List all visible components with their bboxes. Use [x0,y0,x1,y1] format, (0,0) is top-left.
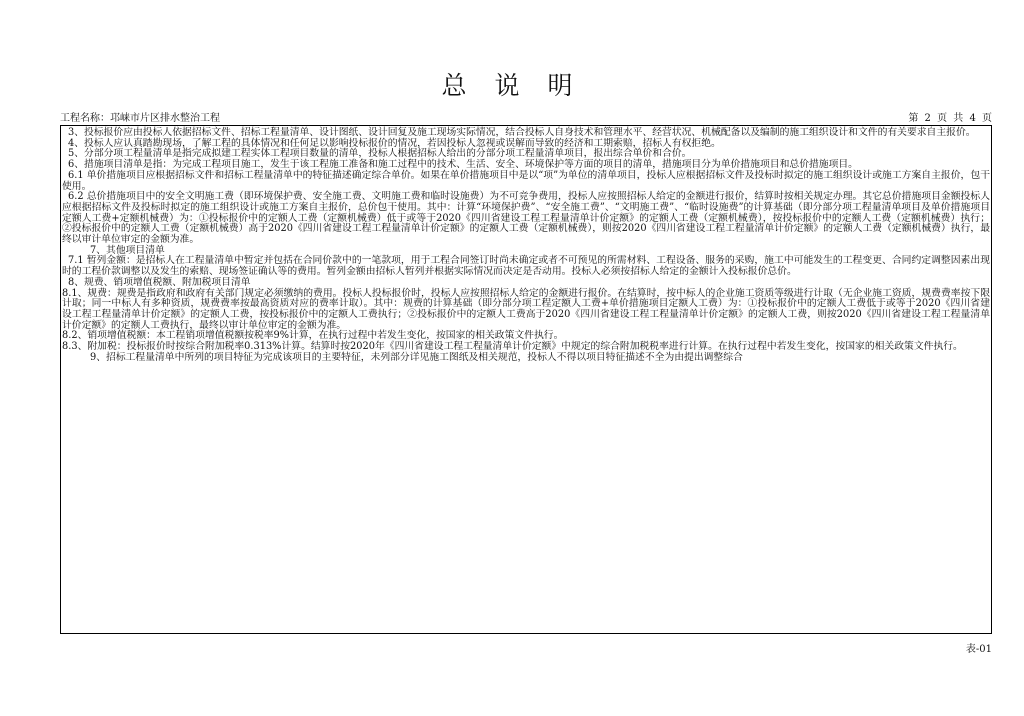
paragraph-8-2: 8.2、销项增值税额：本工程销项增值税额按税率9%计算，在执行过程中若发生变化，按国家的相关政策文件执行。 [62,330,564,342]
paragraph-8: 8、规费、销项增值税额、附加税项目清单 [68,276,251,288]
paragraph-7-1: 7.1 暂列金额：是招标人在工程量清单中暂定并包括在合同价款中的一笔款项，用于工程合同签订时尚未确定或者不可预见的所需材料、工程设备、服务的采购，施工中可能发生的工程变更、合同约定调整因素出现时的工程价款调整以及发生的索赔、现场签证确认等的费用。暂列金额由招标人暂列并根据实际情况而决定是否动用。投标人必须按招标人给定的金额计入投标报价总价。 [62,255,990,278]
paragraph-8-1: 8.1、规费：规费是指政府和政府有关部门规定必须缴纳的费用。投标人投标报价时，投标人应按照招标人给定的金额进行报价。在结算时，按中标人的企业施工资质等级进行计取（无企业施工资质，规费费率按下限计取；同一中标人有多种资质，规费费率按最高资质对应的费率计取）。其中：规费的计算基础（即分部分项工程定额人工费+单价措施项目定额人工费）为：①投标报价中的定额人工费低于或等于2020《四川省建设工程工程量清单计价定额》的定额人工费，按投标报价中的定额人工费执行；②投标报价中的定额人工费高于2020《四川省建设工程工程量清单计价定额》的定额人工费，则按2020《四川省建设工程工程量清单计价定额》的定额人工费执行，最终以审计单位审定的金额为准。 [62,287,990,331]
paragraph-3: 3、投标报价应由投标人依据招标文件、招标工程量清单、设计图纸、设计回复及施工现场实际情况，结合投标人自身技术和管理水平、经营状况、机械配备以及编制的施工组织设计和文件的有关要求自主报价。 [68,127,976,138]
paragraph-4: 4、投标人应认真踏勘现场，了解工程的具体情况和任何足以影响投标报价的情况，若因投标人忽视或误解而导致的经济和工期索赔，招标人有权拒绝。 [68,137,721,149]
paragraph-5: 5、分部分项工程量清单是指完成拟建工程实体工程项目数量的清单，投标人根据招标人给出的分部分项工程量清单项目，报出综合单价和合价。 [68,148,692,160]
paragraph-7: 7、其他项目清单 [90,244,165,256]
paragraph-8-3: 8.3、附加税：投标报价时按综合附加税率0.313%计算。结算时按2020年《四川省建设工程工程量清单计价定额》中规定的综合附加税税率进行计算。在执行过程中若发生变化，按国家的相关政策文件执行。 [62,341,963,353]
project-label: 工程名称： [60,113,110,124]
document-title: 总 说 明 [441,71,583,100]
content-body [62,128,990,363]
page-info: 第 2 页 共 4 页 [908,113,992,124]
paragraph-6: 6、措施项目清单是指：为完成工程项目施工，发生于该工程施工准备和施工过程中的技术、生活、安全、环境保护等方面的项目的清单，措施项目分为单价措施项目和总价措施项目。 [68,159,858,171]
header-meta [60,112,992,126]
paragraph-6-2: 6.2 总价措施项目中的安全文明施工费（即环境保护费、安全施工费、文明施工费和临时设施费）为不可竞争费用，投标人应按照招标人给定的金额进行报价，结算时按相关规定办理。其它总价措施项目金额投标人应根据招标文件及投标时拟定的施工组织设计或施工方案自主报价，总价包干使用。其中：计算“环境保护费”、“安全施工费”、“文明施工费”、“临时设施费”的计算基础（即分部分项工程量清单项目及单价措施项目定额人工费+定额机械费）为：①投标报价中的定额人工费（定额机械费）低于或等于2020《四川省建设工程工程量清单计价定额》的定额人工费（定额机械费），按投标报价中的定额人工费（定额机械费）执行；②投标报价中的定额人工费（定额机械费）高于2020《四川省建设工程工程量清单计价定额》的定额人工费（定额机械费），则按2020《四川省建设工程工程量清单计价定额》的定额人工费（定额机械费）执行，最终以审计单位审定的金额为准。 [62,191,990,246]
footer-code: 表-01 [965,644,992,655]
project-line [60,112,220,126]
paragraph-6-1: 6.1 单价措施项目应根据招标文件和招标工程量清单中的特征描述确定综合单价。如果在单价措施项目中是以“项”为单位的清单项目，投标人应根据招标文件及投标时拟定的施工组织设计或施工方案自主报价，包干使用。 [62,169,990,192]
project-name: 邛崃市片区排水整治工程 [110,113,220,124]
paragraph-9: 9、招标工程量清单中所列的项目特征为完成该项目的主要特征，未列部分详见施工图纸及相关规范，投标人不得以项目特征描述不全为由提出调整综合 [90,351,743,363]
